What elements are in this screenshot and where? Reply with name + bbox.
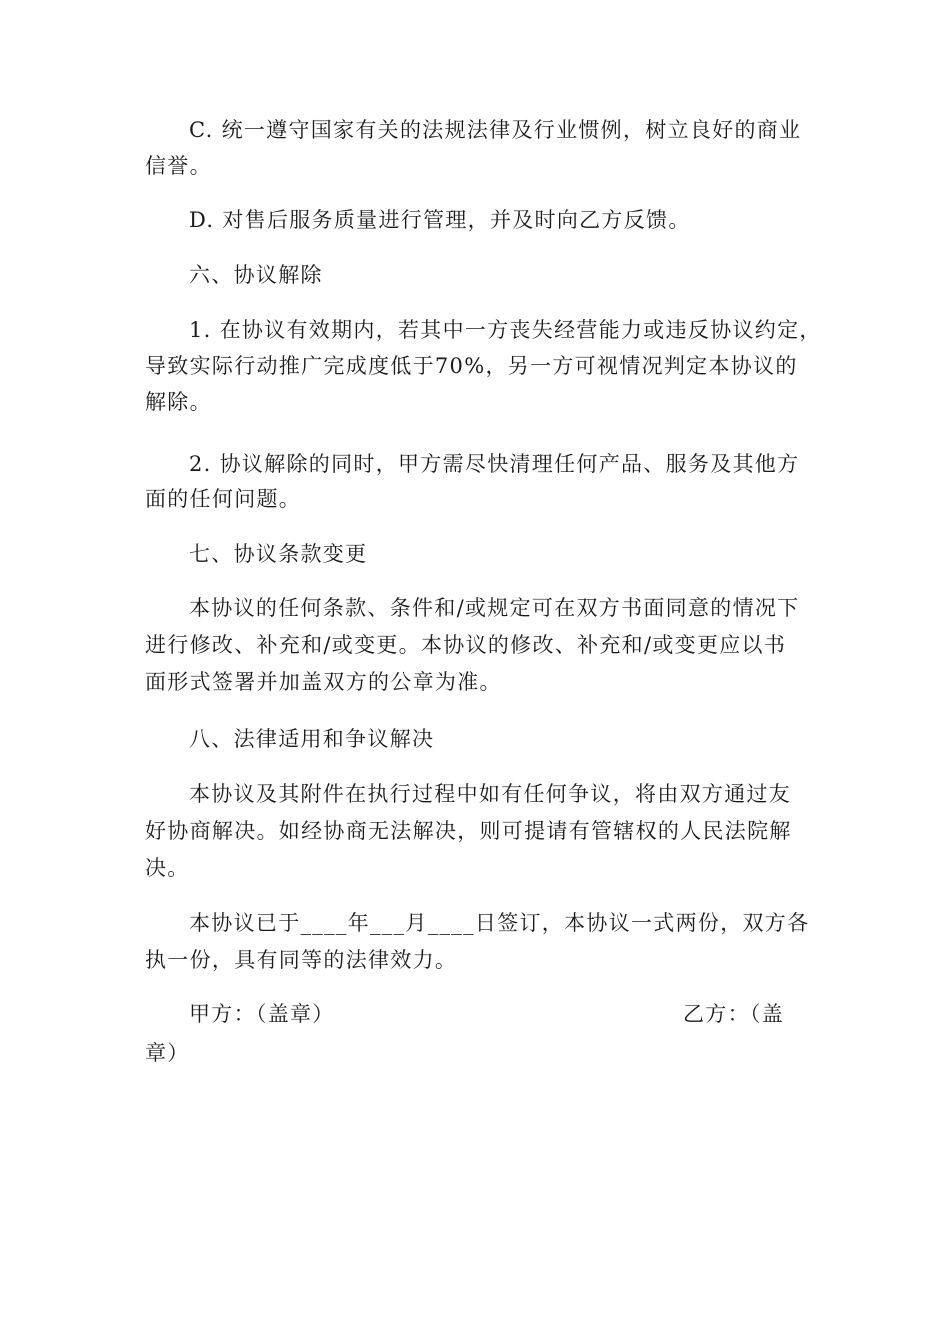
section-8-body-line-2: 好协商解决。如经协商无法解决，则可提请有管辖权的人民法院解	[145, 819, 792, 843]
section-8-body-line-1: 本协议及其附件在执行过程中如有任何争议，将由双方通过友	[189, 782, 792, 806]
section-7-heading: 七、协议条款变更	[189, 542, 368, 566]
clause-5c-line-1: C. 统一遵守国家有关的法规法律及行业惯例，树立良好的商业	[189, 118, 802, 142]
section-6-heading: 六、协议解除	[189, 263, 323, 287]
party-b-seal: 乙方：（盖	[683, 1002, 784, 1026]
clause-5d: D. 对售后服务质量进行管理，并及时向乙方反馈。	[189, 208, 691, 232]
section-7-body-line-3: 面形式签署并加盖双方的公章为准。	[145, 670, 502, 694]
signing-date-line-1: 本协议已于____年___月____日签订，本协议一式两份，双方各	[189, 911, 810, 935]
clause-6-2-line-1: 2. 协议解除的同时，甲方需尽快清理任何产品、服务及其他方	[189, 452, 800, 476]
section-7-body-line-2: 进行修改、补充和/或变更。本协议的修改、补充和/或变更应以书	[145, 633, 787, 657]
clause-5c-line-2: 信誉。	[145, 154, 212, 178]
section-8-body-line-3: 决。	[145, 856, 190, 880]
section-8-heading: 八、法律适用和争议解决	[189, 727, 435, 751]
section-7-body-line-1: 本协议的任何条款、条件和/或规定可在双方书面同意的情况下	[189, 596, 800, 620]
clause-6-2-line-2: 面的任何问题。	[145, 487, 302, 511]
party-a-seal: 甲方：（盖章）	[189, 1002, 335, 1026]
signing-date-line-2: 执一份，具有同等的法律效力。	[145, 948, 458, 972]
clause-6-1-line-3: 解除。	[145, 390, 212, 414]
clause-6-1-line-2: 导致实际行动推广完成度低于70%，另一方可视情况判定本协议的	[145, 354, 798, 378]
clause-6-1-line-1: 1. 在协议有效期内，若其中一方丧失经营能力或违反协议约定，	[189, 318, 822, 342]
party-b-seal-continued: 章）	[145, 1041, 190, 1065]
